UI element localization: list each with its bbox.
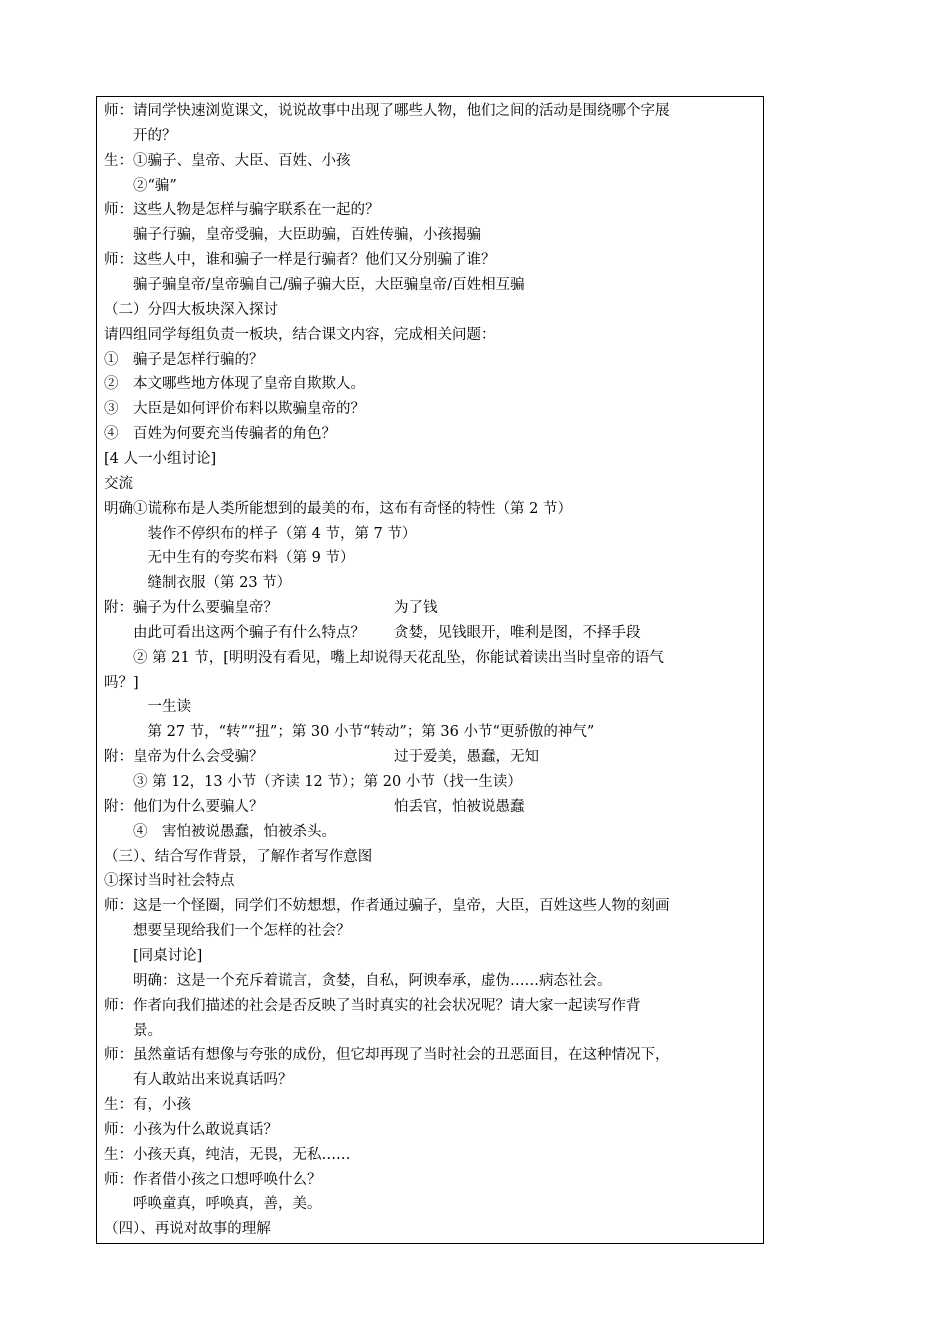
text-line: 装作不停织布的样子（第 4 节，第 7 节） xyxy=(104,525,417,542)
text-line: （四）、再说对故事的理解 xyxy=(104,1221,271,1238)
text-line: [同桌讨论] xyxy=(104,947,203,964)
text-line: 开的？ xyxy=(104,127,177,144)
text-line: （二）分四大板块深入探讨 xyxy=(104,301,278,318)
text-line: [4 人一小组讨论] xyxy=(104,450,217,467)
text-line: 明确①谎称布是人类所能想到的最美的布，这布有奇怪的特性（第 2 节） xyxy=(104,500,572,517)
text-line: 一生读 xyxy=(104,699,191,716)
text-line: 师：作者向我们描述的社会是否反映了当时真实的社会状况呢？请大家一起读写作背 xyxy=(104,997,641,1014)
text-line: ①探讨当时社会特点 xyxy=(104,873,235,890)
text-line: 骗子骗皇帝/皇帝骗自己/骗子骗大臣，大臣骗皇帝/百姓相互骗 xyxy=(104,277,525,293)
text-line: 师：小孩为什么敢说真话？ xyxy=(104,1121,278,1138)
text-line: 景。 xyxy=(104,1022,162,1039)
text-line: 骗子行骗，皇帝受骗，大臣助骗，百姓传骗，小孩揭骗 xyxy=(104,227,481,244)
text-line: ②“骗” xyxy=(104,177,177,194)
text-line: 吗？] xyxy=(104,674,139,691)
text-line: 有人敢站出来说真话吗？ xyxy=(104,1072,293,1089)
text-line: 师：虽然童话有想像与夸张的成份，但它却再现了当时社会的丑恶面目，在这种情况下， xyxy=(104,1047,670,1064)
text-line: 师：作者借小孩之口想呼唤什么？ xyxy=(104,1171,322,1188)
text-line: ② 第 21 节，[明明没有看见，嘴上却说得天花乱坠，你能试着读出当时皇帝的语气 xyxy=(104,649,664,666)
text-line: 生：小孩天真，纯洁，无畏，无私…… xyxy=(104,1146,351,1163)
text-line: 附：骗子为什么要骗皇帝？ 为了钱 xyxy=(104,600,438,616)
text-line: 师：这些人物是怎样与骗字联系在一起的？ xyxy=(104,202,380,219)
text-line: 第 27 节，“转”“扭”；第 30 小节“转动”；第 36 小节“更骄傲的神气” xyxy=(104,724,595,741)
text-line: ③ 大臣是如何评价布料以欺骗皇帝的？ xyxy=(104,401,365,418)
text-line: ④ 百姓为何要充当传骗者的角色？ xyxy=(104,426,336,443)
text-line: 呼唤童真，呼唤真，善，美。 xyxy=(104,1196,322,1213)
text-line: ② 本文哪些地方体现了皇帝自欺欺人。 xyxy=(104,376,365,393)
text-line: 附：皇帝为什么会受骗？ 过于爱美，愚蠢，无知 xyxy=(104,749,539,766)
text-line: 缝制衣服（第 23 节） xyxy=(104,575,292,592)
text-line: 师：这些人中，谁和骗子一样是行骗者？他们又分别骗了谁？ xyxy=(104,252,496,269)
text-line: ④ 害怕被说愚蠢，怕被杀头。 xyxy=(104,823,336,840)
text-line: （三）、结合写作背景，了解作者写作意图 xyxy=(104,848,373,865)
text-line: 明确：这是一个充斥着谎言，贪婪，自私，阿谀奉承，虚伪……病态社会。 xyxy=(104,972,612,989)
text-line: 师：请同学快速浏览课文，说说故事中出现了哪些人物，他们之间的活动是围绕哪个字展 xyxy=(104,103,670,119)
text-line: 交流 xyxy=(104,475,133,492)
text-line: 请四组同学每组负责一板块，结合课文内容，完成相关问题： xyxy=(104,326,496,343)
text-line: 生：有，小孩 xyxy=(104,1097,191,1113)
text-line: 生：①骗子、皇帝、大臣、百姓、小孩 xyxy=(104,152,351,169)
text-line: ③ 第 12，13 小节（齐读 12 节）；第 20 小节（找一生读） xyxy=(104,774,522,790)
text-line: 无中生有的夸奖布料（第 9 节） xyxy=(104,550,355,567)
text-line: 由此可看出这两个骗子有什么特点？ 贪婪，见钱眼开，唯利是图，不择手段 xyxy=(104,624,641,641)
text-line: ① 骗子是怎样行骗的？ xyxy=(104,351,264,368)
text-line: 师：这是一个怪圈，同学们不妨想想，作者通过骗子，皇帝，大臣，百姓这些人物的刻画 xyxy=(104,898,670,915)
text-line: 想要呈现给我们一个怎样的社会？ xyxy=(104,923,351,940)
text-line: 附：他们为什么要骗人？ 怕丢官，怕被说愚蠢 xyxy=(104,798,525,815)
